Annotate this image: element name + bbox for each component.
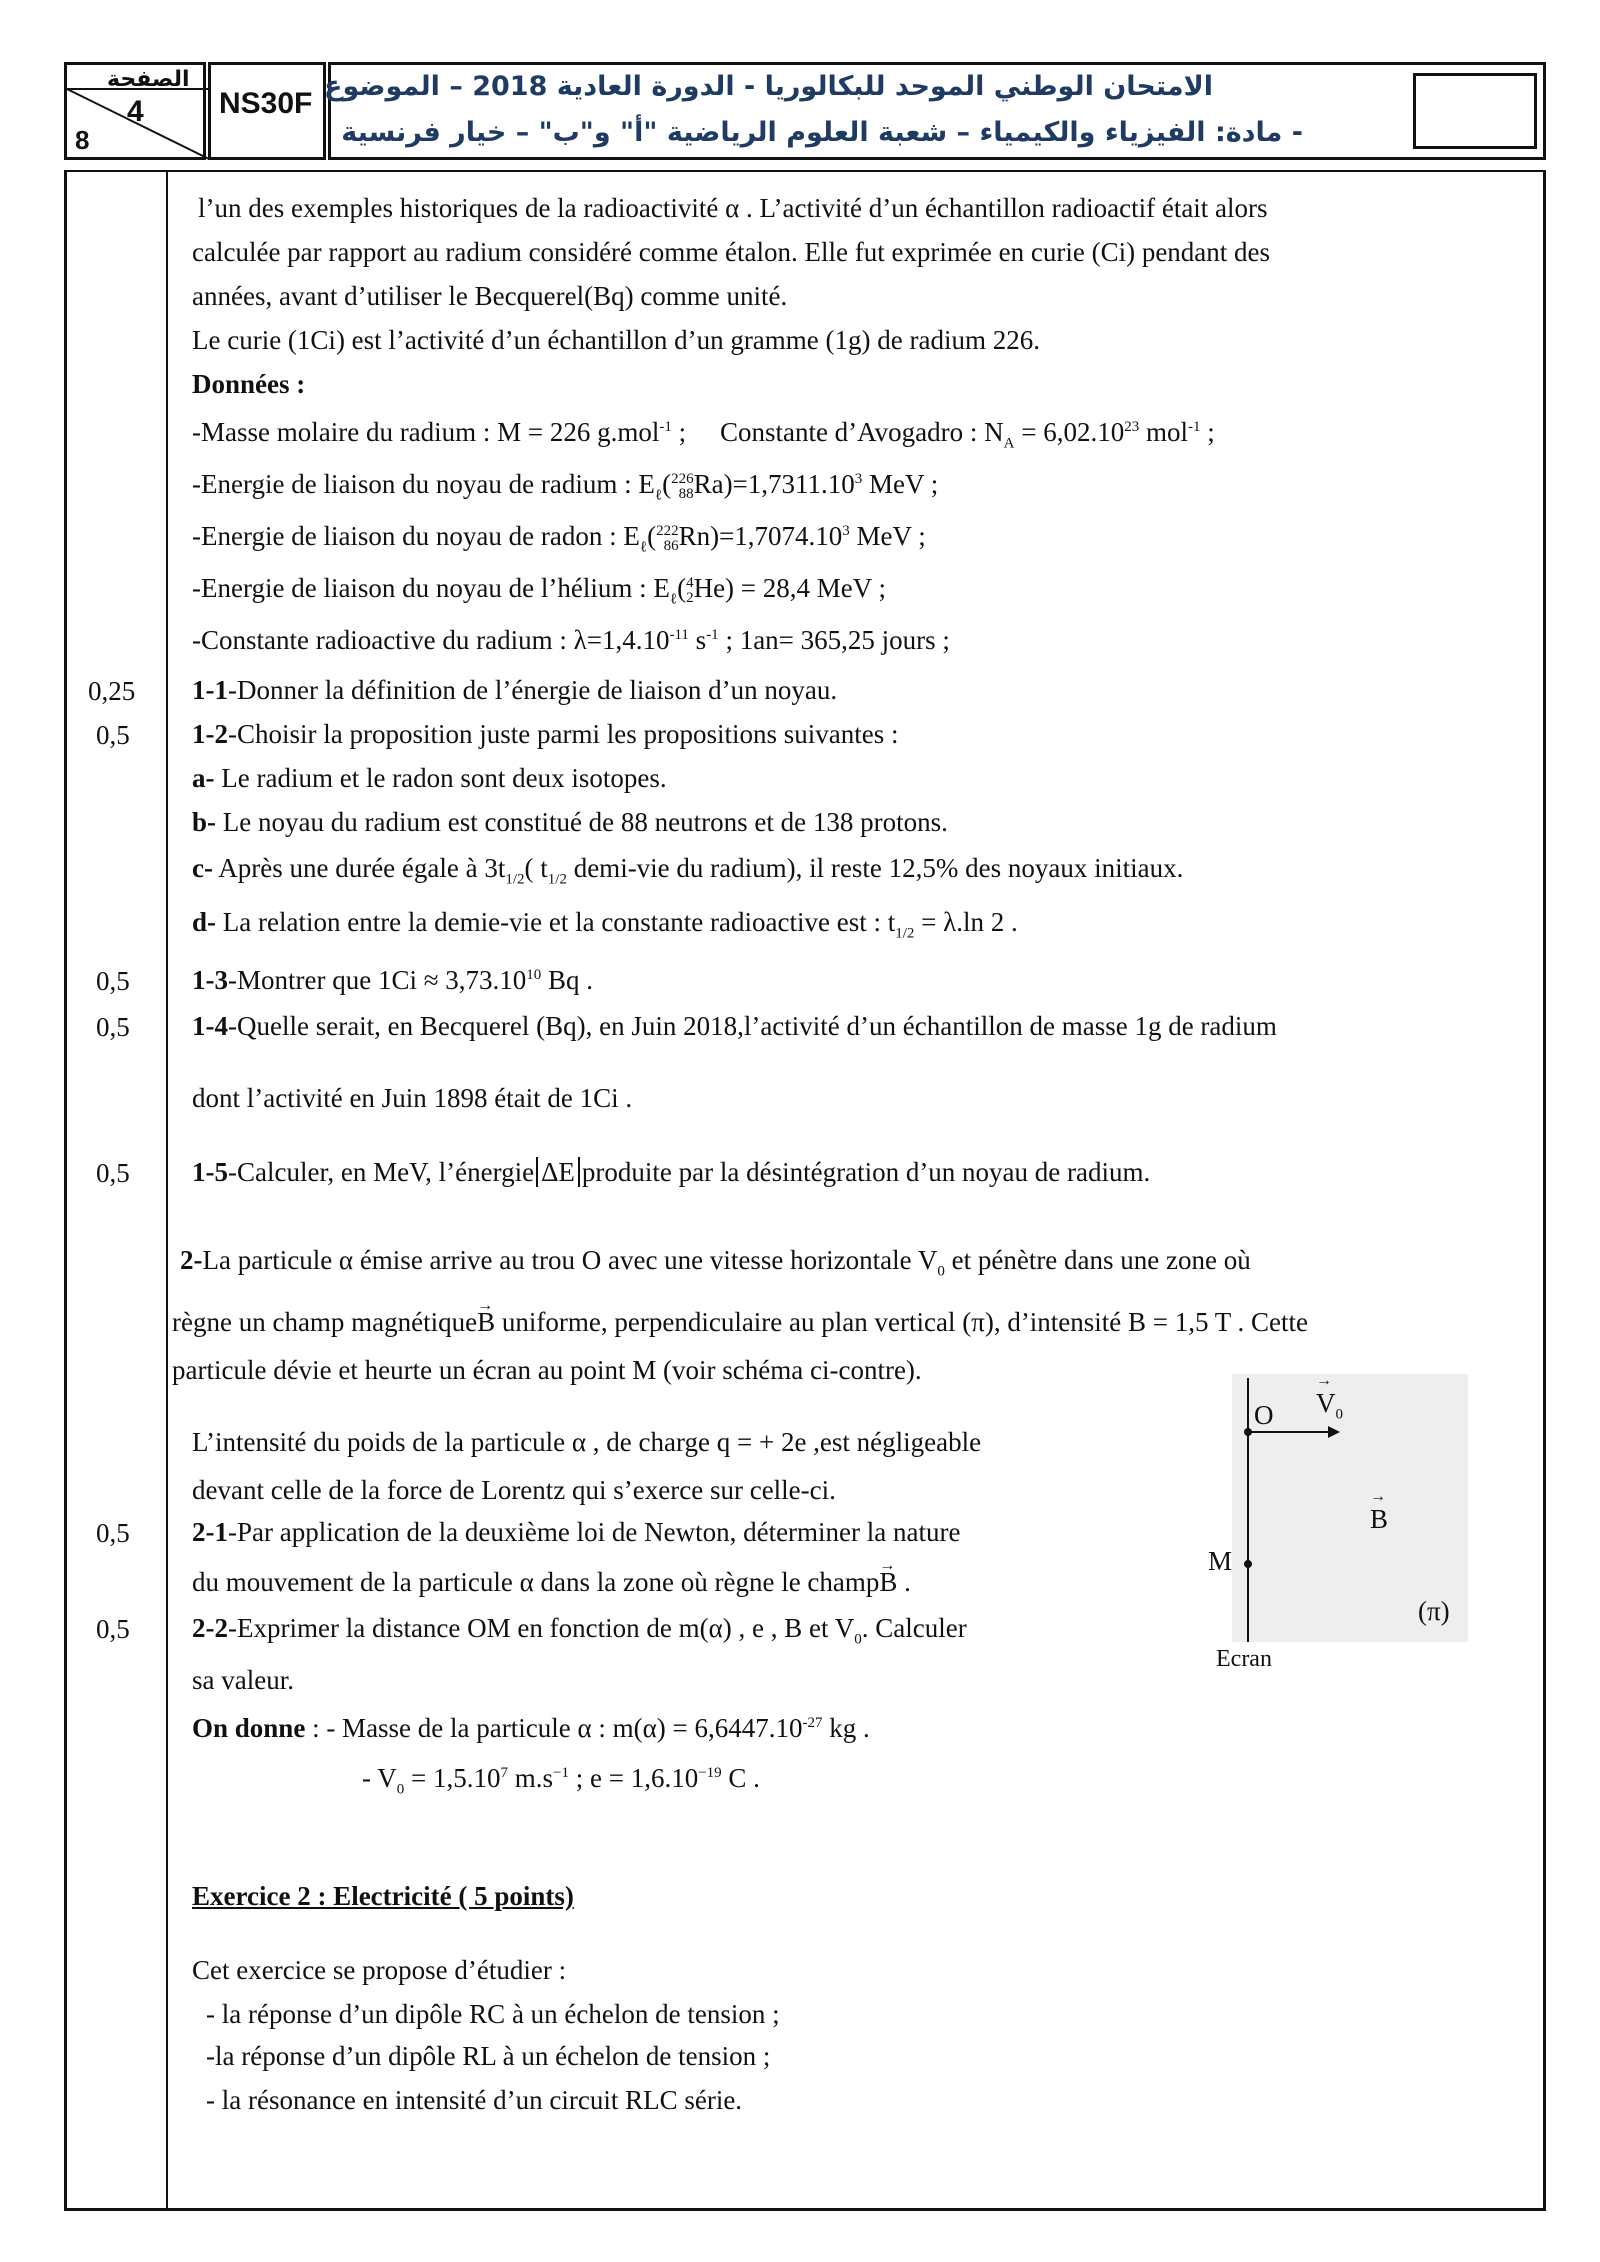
on-donne-line-2: - $V_0 = 1,5.10^7$ $m.s^{-1}$ ; $e = 1,6.10^{-19}$ C . xyxy=(362,1763,760,1798)
magnetic-field-diagram xyxy=(1208,1374,1468,1642)
points-q22: 0,5 xyxy=(96,1614,130,1644)
donnees-title: Données : xyxy=(192,369,306,399)
option-d: d- La relation entre la demie-vie et la constante radioactive est : $t_{1/2} = \lambda.\ln$ 2 . xyxy=(192,907,1018,942)
total-pages: 8 xyxy=(75,125,90,155)
exercise-2-title: Exercice 2 : Electricité ( 5 points) xyxy=(192,1881,574,1911)
donnee-masse-molaire: -Masse molaire du radium : M = 226 g.mol$^{-1}$ ; Constante d’Avogadro : $N_A = 6,02.10^{23}$ mol$^{-1}$ ; xyxy=(192,417,1215,452)
v0-vector-label: → $V_0$ xyxy=(1316,1388,1343,1419)
intro-line-2: calculée par rapport au radium considéré comme étalon. Elle fut exprimée en curie (Ci) pendant des xyxy=(192,237,1271,267)
question-2-2: 2-2-Exprimer la distance OM en fonction de m(α) , e , B et $V_0$. Calculer xyxy=(192,1613,967,1648)
donnee-energie-helium: -Energie de liaison du noyau de l’hélium : $E_\ell(4$ 2He) = 28,4 MeV ; xyxy=(192,573,887,608)
option-a: a- Le radium et le radon sont deux isotopes. xyxy=(192,763,667,793)
grade-box xyxy=(1413,73,1537,149)
frame-right xyxy=(1543,170,1546,2210)
exam-code: NS30F xyxy=(219,87,313,120)
question-2-2-line2: sa valeur. xyxy=(192,1665,294,1695)
points-q11: 0,25 xyxy=(88,676,136,706)
question-2-1: 2-1-Par application de la deuxième loi de Newton, déterminer la nature xyxy=(192,1517,961,1547)
part2-line-1: 2-La particule α émise arrive au trou O avec une vitesse horizontale $V_0$ et pénètre dans une zone où xyxy=(180,1245,1251,1280)
part2-line-5: devant celle de la force de Lorentz qui s’exerce sur celle-ci. xyxy=(192,1475,836,1505)
question-1-5: 1-5-Calculer, en MeV, l’énergie ΔE produite par la désintégration d’un noyau de radium. xyxy=(192,1157,1151,1187)
exercise-2-bullet-1: - la réponse d’un dipôle RC à un échelon de tension ; xyxy=(206,1999,780,2029)
exam-code-box xyxy=(208,62,326,160)
donnee-constante-radioactive: -Constante radioactive du radium : $\lambda=1,4.10^{-11}$ $s^{-1}$ ; 1an= 365,25 jours ; xyxy=(192,625,950,655)
intro-line-1: l’un des exemples historiques de la radioactivité α . L’activité d’un échantillon radioactif était alors xyxy=(198,193,1268,223)
points-q14: 0,5 xyxy=(96,1012,130,1042)
question-1-2: 1-2-Choisir la proposition juste parmi les propositions suivantes : xyxy=(192,719,899,749)
frame-top xyxy=(64,170,1546,172)
exercise-2-intro: Cet exercice se propose d’étudier : xyxy=(192,1955,567,1985)
question-1-1: 1-1-Donner la définition de l’énergie de liaison d’un noyau. xyxy=(192,675,838,705)
ecran-label: Ecran xyxy=(1216,1646,1272,1672)
donnee-energie-radon: -Energie de liaison du noyau de radon : $E_\ell(222$ $86Rn)=1,7074.10^3$ MeV ; xyxy=(192,521,926,556)
exam-title-line1: الامتحان الوطني الموحد للبكالوريا - الدورة العادية 2018 – الموضوع xyxy=(324,71,1213,102)
frame-left xyxy=(64,170,67,2210)
intro-line-3: années, avant d’utiliser le Becquerel(Bq) comme unité. xyxy=(192,281,788,311)
part2-line-4: L’intensité du poids de la particule α , de charge q = + 2e ,est négligeable xyxy=(192,1427,982,1457)
exam-title-box xyxy=(324,62,1546,160)
frame-bottom xyxy=(64,2208,1546,2211)
page-number: 4 xyxy=(127,95,144,128)
exercise-2-bullet-3: - la résonance en intensité d’un circuit RLC série. xyxy=(206,2085,743,2115)
part2-line-2: règne un champ magnétique→ B uniforme, perpendiculaire au plan vertical (π), d’intensité B = 1,5 T . Cette xyxy=(172,1306,1308,1338)
points-q21: 0,5 xyxy=(96,1518,130,1548)
donnee-energie-radium: -Energie de liaison du noyau de radium : $E_\ell(226$ $88Ra)=1,7311.10^3$ MeV ; xyxy=(192,469,939,504)
question-1-4: 1-4-Quelle serait, en Becquerel (Bq), en Juin 2018,l’activité d’un échantillon de masse 1g de radium xyxy=(192,1011,1277,1041)
points-q12: 0,5 xyxy=(96,720,130,750)
question-1-4-line2: dont l’activité en Juin 1898 était de 1Ci . xyxy=(192,1083,633,1113)
question-2-1-line2: du mouvement de la particule α dans la zone où règne le champ→ B . xyxy=(192,1566,911,1598)
question-1-3: 1-3-Montrer que $1Ci \approx 3,73.10^{10}$ Bq . xyxy=(192,965,594,995)
intro-line-4: Le curie (1Ci) est l’activité d’un échantillon d’un gramme (1g) de radium 226. xyxy=(192,325,1040,355)
point-o-label: O xyxy=(1254,1400,1274,1430)
option-b: b- Le noyau du radium est constitué de 88 neutrons et de 138 protons. xyxy=(192,807,948,837)
exercise-2-bullet-2: -la réponse d’un dipôle RL à un échelon de tension ; xyxy=(206,2041,771,2071)
exam-title-line2: - مادة: الفيزياء والكيمياء – شعبة العلوم الرياضية "أ" و"ب" – خيار فرنسية xyxy=(341,117,1303,148)
plane-pi-label: (π) xyxy=(1418,1596,1450,1626)
points-q13: 0,5 xyxy=(96,966,130,996)
points-q15: 0,5 xyxy=(96,1158,130,1188)
option-c: c- Après une durée égale à $3t_{1/2}$( $t_{1/2}$ demi-vie du radium), il reste 12,5% des noyaux initiaux. xyxy=(192,853,1184,888)
part2-line-3: particule dévie et heurte un écran au point M (voir schéma ci-contre). xyxy=(172,1355,922,1385)
page-label: الصفحة xyxy=(107,67,190,92)
on-donne-line-1: On donne : - Masse de la particule α : $m(\alpha) = 6,6447.10^{-27}$ kg . xyxy=(192,1713,870,1743)
b-field-label: → B xyxy=(1370,1504,1388,1535)
point-m-label: M xyxy=(1208,1546,1233,1576)
page-number-box xyxy=(64,62,206,160)
points-column-divider xyxy=(166,170,168,2210)
